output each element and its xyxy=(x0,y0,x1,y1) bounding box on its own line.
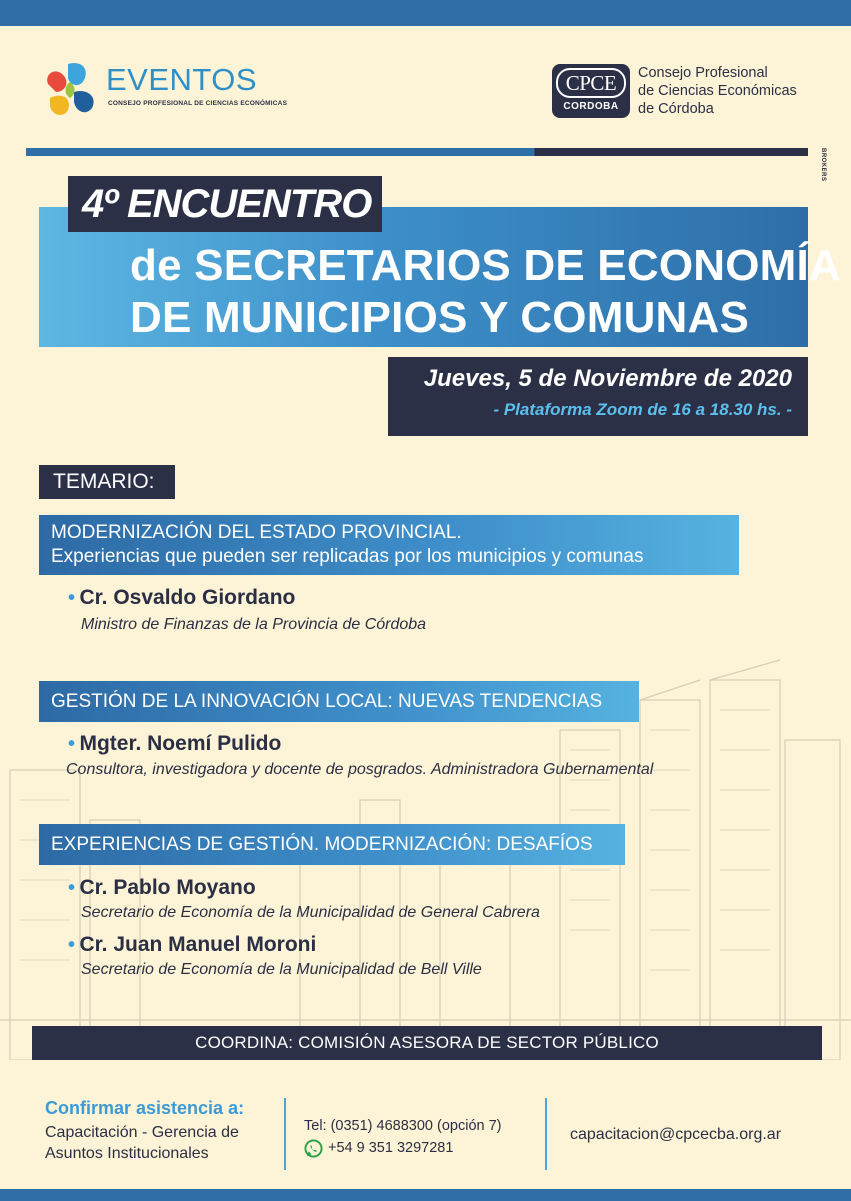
speaker xyxy=(68,732,653,780)
cpce-mark: CPCE xyxy=(556,68,626,98)
phone-number[interactable]: Tel: (0351) 4688300 (opción 7) xyxy=(304,1118,502,1134)
whatsapp-number[interactable]: +54 9 351 3297281 xyxy=(328,1140,454,1156)
bullet: • xyxy=(68,877,76,899)
confirm-line: Asuntos Institucionales xyxy=(45,1145,209,1162)
cpce-name-line: de Ciencias Económicas xyxy=(638,83,797,99)
section-title xyxy=(39,824,625,865)
cpce-name xyxy=(638,64,797,118)
cpce-name-line: Consejo Profesional xyxy=(638,65,768,81)
cpce-logo xyxy=(552,64,822,120)
eventos-logo xyxy=(40,58,288,120)
speaker-name: Cr. Juan Manuel Moroni xyxy=(79,933,317,956)
speaker-name: Cr. Osvaldo Giordano xyxy=(79,586,296,609)
speaker-role: Secretario de Economía de la Municipalidad de General Cabrera xyxy=(81,904,540,921)
speaker xyxy=(68,586,426,635)
encuentro-tag: 4º ENCUENTRO xyxy=(68,176,382,232)
event-title xyxy=(130,240,841,344)
cpce-badge xyxy=(552,64,630,118)
cpce-name-line: de Córdoba xyxy=(638,101,714,117)
event-platform: - Plataforma Zoom de 16 a 18.30 hs. - xyxy=(493,400,792,419)
speaker-name: Mgter. Noemí Pulido xyxy=(79,732,282,755)
section-title-line: EXPERIENCIAS DE GESTIÓN. MODERNIZACIÓN: DESAFÍOS xyxy=(51,834,593,855)
speaker-role: Secretario de Economía de la Municipalidad de Bell Ville xyxy=(81,961,482,978)
coordina-banner: COORDINA: COMISIÓN ASESORA DE SECTOR PÚBLICO xyxy=(32,1026,822,1060)
bullet: • xyxy=(68,587,76,609)
section-title xyxy=(39,681,639,722)
confirm-line: Capacitación - Gerencia de xyxy=(45,1124,239,1141)
top-bar xyxy=(0,0,851,26)
speaker xyxy=(68,933,482,980)
event-title-line: DE MUNICIPIOS Y COMUNAS xyxy=(130,293,750,342)
temario-label: TEMARIO: xyxy=(39,465,175,499)
event-date: Jueves, 5 de Noviembre de 2020 xyxy=(423,365,792,392)
confirm-title: Confirmar asistencia a: xyxy=(45,1098,245,1118)
section-title-line: MODERNIZACIÓN DEL ESTADO PROVINCIAL. xyxy=(51,522,462,543)
section-title-line: GESTIÓN DE LA INNOVACIÓN LOCAL: NUEVAS TENDENCIAS xyxy=(51,691,603,712)
confirm-text xyxy=(45,1122,265,1164)
contact-email[interactable]: capacitacion@cpcecba.org.ar xyxy=(570,1126,782,1143)
event-title-line: de SECRETARIOS DE ECONOMÍA xyxy=(130,241,841,290)
speaker-role: Consultora, investigadora y docente de posgrados. Administradora Gubernamental xyxy=(66,761,654,778)
cpce-city: CORDOBA xyxy=(563,101,619,112)
section-title-line: Experiencias que pueden ser replicadas por los municipios y comunas xyxy=(51,546,644,567)
bottom-bar xyxy=(0,1189,851,1201)
footer-divider xyxy=(545,1098,547,1170)
contact-phone xyxy=(304,1115,502,1159)
date-box xyxy=(388,357,808,436)
bullet: • xyxy=(68,934,76,956)
eventos-subtitle: CONSEJO PROFESIONAL DE CIENCIAS ECONÓMICAS xyxy=(108,100,288,107)
speaker xyxy=(68,876,540,923)
footer-divider xyxy=(284,1098,286,1170)
speaker-role: Ministro de Finanzas de la Provincia de Córdoba xyxy=(81,616,427,633)
bullet: • xyxy=(68,733,76,755)
header-rule xyxy=(26,148,808,156)
speaker-name: Cr. Pablo Moyano xyxy=(79,876,256,899)
side-text: BROKERS xyxy=(820,148,826,182)
eventos-logo-icon xyxy=(40,58,102,120)
whatsapp-icon xyxy=(304,1139,323,1158)
section-title xyxy=(39,515,739,575)
eventos-wordmark: EVENTOS xyxy=(106,62,258,97)
